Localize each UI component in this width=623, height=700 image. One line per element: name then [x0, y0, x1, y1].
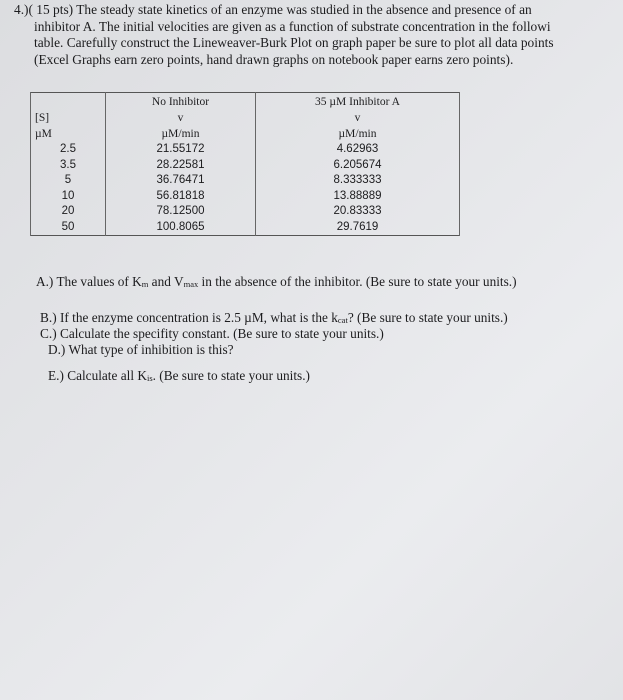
v-no-inhibitor-value: 28.22581	[106, 158, 256, 174]
v-no-inhibitor-value: 21.55172	[106, 142, 256, 158]
table-row	[31, 158, 460, 174]
s-value: 20	[31, 204, 106, 220]
v-no-inhibitor-value: 78.12500	[106, 204, 256, 220]
col-header-inhibitor: 35 µM Inhibitor A	[256, 93, 460, 112]
v-label-no-inhibitor: v	[106, 111, 256, 127]
v-no-inhibitor-value: 56.81818	[106, 189, 256, 205]
problem-line-2: inhibitor A. The initial velocities are given as a function of substrate concentration in the followi	[34, 18, 551, 34]
question-a: A.) The values of $K_m$ and $V_{max}$ in the absence of the inhibitor. (Be sure to state your units.)	[36, 274, 517, 289]
s-value: 3.5	[31, 158, 106, 174]
v-inhibitor-value: 20.83333	[256, 204, 460, 220]
question-c: C.) Calculate the specifity constant. (Be sure to state your units.)	[40, 326, 384, 341]
s-value: 50	[31, 220, 106, 236]
question-e: E.) Calculate all $K_{is}$. (Be sure to state your units.)	[48, 368, 310, 383]
s-value: 2.5	[31, 142, 106, 158]
s-unit: µM	[31, 127, 106, 143]
kinetics-table	[30, 92, 460, 236]
v-inhibitor-value: 6.205674	[256, 158, 460, 174]
problem-statement	[14, 2, 619, 68]
problem-line-3: table. Carefully construct the Lineweaver-Burk Plot on graph paper be sure to plot all data points	[34, 35, 554, 50]
problem-line-1: 4.)( 15 pts) The steady state kinetics of an enzyme was studied in the absence and presence of an	[14, 2, 532, 17]
table-header-row	[31, 93, 460, 112]
s-label: [S]	[31, 111, 106, 127]
table-row	[31, 189, 460, 205]
table-row	[31, 142, 460, 158]
v-unit-inhibitor: µM/min	[256, 127, 460, 143]
v-inhibitor-value: 13.88889	[256, 189, 460, 205]
question-b: B.) If the enzyme concentration is 2.5 µM, what is the $k_{cat}$? (Be sure to state your units.)	[40, 310, 508, 325]
table-row	[31, 220, 460, 236]
question-d: D.) What type of inhibition is this?	[48, 342, 234, 357]
table-header-row	[31, 127, 460, 143]
v-unit-no-inhibitor: µM/min	[106, 127, 256, 143]
col-header-no-inhibitor: No Inhibitor	[106, 93, 256, 112]
v-inhibitor-value: 8.333333	[256, 173, 460, 189]
v-no-inhibitor-value: 100.8065	[106, 220, 256, 236]
v-label-inhibitor: v	[256, 111, 460, 127]
v-no-inhibitor-value: 36.76471	[106, 173, 256, 189]
v-inhibitor-value: 4.62963	[256, 142, 460, 158]
v-inhibitor-value: 29.7619	[256, 220, 460, 236]
s-value: 5	[31, 173, 106, 189]
problem-line-4: (Excel Graphs earn zero points, hand drawn graphs on notebook paper earns zero points).	[34, 51, 514, 67]
table-row	[31, 173, 460, 189]
table-header-row	[31, 111, 460, 127]
s-value: 10	[31, 189, 106, 205]
table-row	[31, 204, 460, 220]
